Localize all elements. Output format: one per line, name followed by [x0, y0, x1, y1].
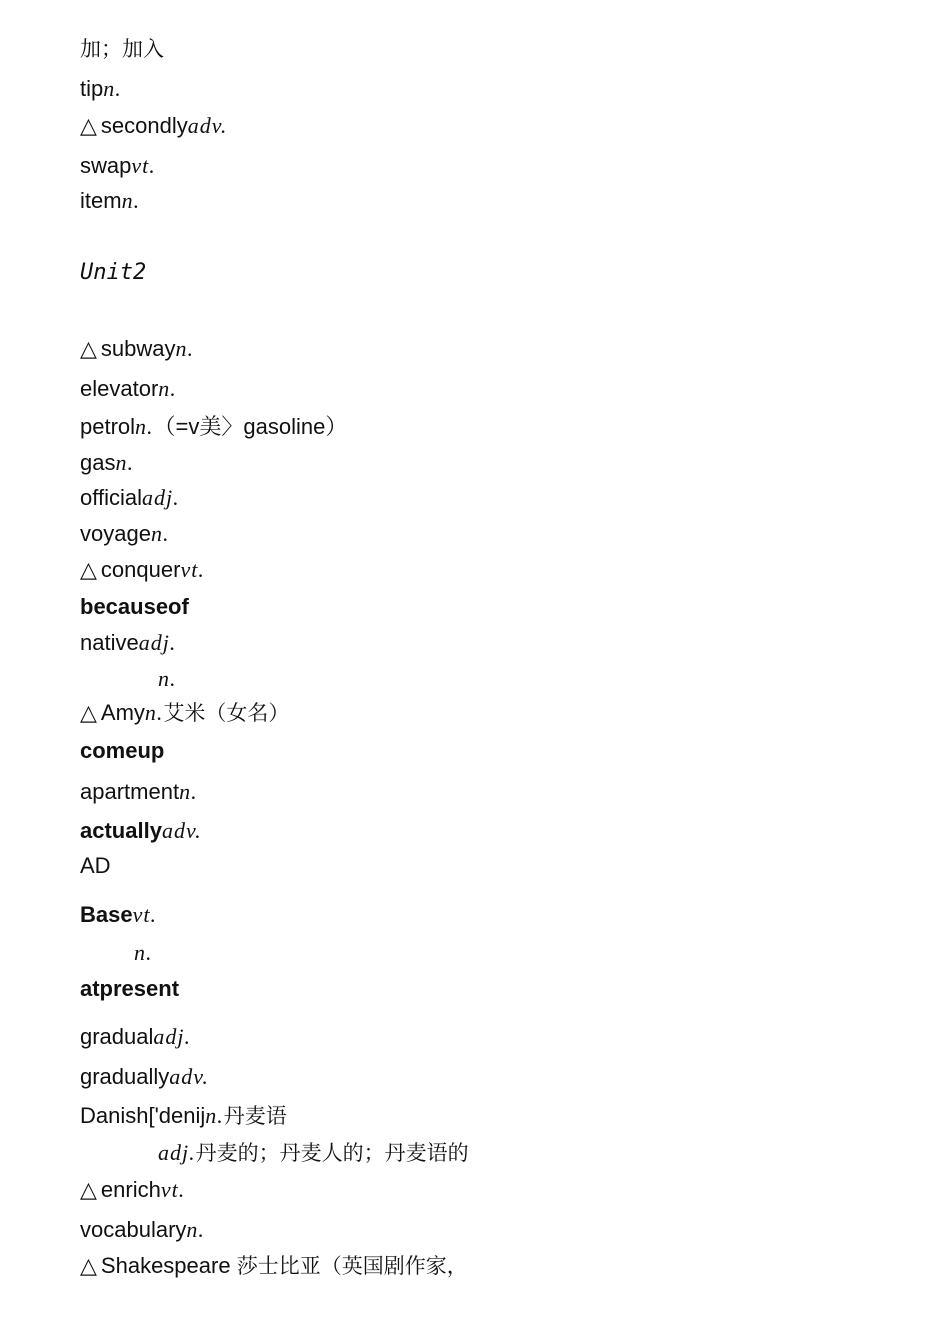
entry-line	[80, 485, 180, 511]
entry-line	[80, 976, 179, 1002]
part-of-speech: adj.	[153, 1024, 192, 1049]
vocab-word: Danish['denij	[80, 1103, 206, 1128]
part-of-speech: adj.	[138, 630, 177, 655]
vocab-word: gradually	[80, 1064, 170, 1089]
vocab-word: item	[80, 188, 122, 213]
vocab-word: subway	[100, 336, 176, 361]
part-of-speech: n.	[103, 76, 122, 101]
triangle-mark-icon: △	[80, 337, 97, 362]
part-of-speech: adv.	[169, 1064, 209, 1089]
part-of-speech: n.	[158, 666, 177, 691]
part-of-speech: adj.	[158, 1140, 196, 1165]
entry-line	[80, 521, 169, 547]
vocab-phrase: atpresent	[80, 976, 180, 1001]
entry-line	[80, 1177, 185, 1204]
part-of-speech: vt.	[132, 902, 157, 927]
entry-line	[80, 594, 189, 620]
triangle-mark-icon: △	[80, 1254, 97, 1279]
vocab-word: conquer	[100, 557, 181, 582]
chinese-definition: 艾米（女名）	[163, 701, 290, 725]
vocab-word: gas	[80, 450, 116, 475]
vocab-word: official	[80, 485, 142, 510]
entry-line	[80, 76, 122, 102]
entry-line	[158, 666, 177, 692]
unit-heading: Unit2	[80, 260, 147, 285]
vocab-word: secondly	[100, 113, 188, 138]
part-of-speech: vt.	[180, 557, 205, 582]
entry-line	[158, 1140, 469, 1166]
vocab-word: actually	[80, 818, 162, 843]
usage-note: （=v美〉gasoline）	[153, 414, 348, 439]
entry-line	[80, 414, 347, 440]
vocab-phrase: becauseof	[80, 594, 189, 619]
entry-line	[80, 113, 227, 140]
chinese-definition: 加；加入	[80, 37, 164, 61]
vocab-word: Amy	[100, 700, 145, 725]
entry-line	[80, 630, 176, 656]
chinese-definition: 莎士比亚（英国剧作家，	[236, 1254, 468, 1278]
entry-line	[80, 376, 177, 402]
entry-line	[80, 1253, 468, 1280]
triangle-mark-icon: △	[80, 114, 97, 139]
vocab-word: tip	[80, 76, 104, 101]
vocab-word: petrol	[80, 414, 136, 439]
entry-line	[80, 336, 194, 363]
vocab-word: elevator	[80, 376, 159, 401]
vocab-phrase: comeup	[80, 738, 165, 763]
vocab-word: voyage	[80, 521, 151, 546]
part-of-speech: vt.	[160, 1177, 186, 1202]
entry-line	[80, 153, 156, 179]
part-of-speech: n.	[134, 940, 153, 965]
entry-line	[80, 818, 202, 844]
part-of-speech: n.	[186, 1217, 205, 1242]
part-of-speech: adv.	[187, 113, 228, 138]
part-of-speech: n.	[144, 700, 164, 725]
part-of-speech: n.	[135, 414, 154, 439]
part-of-speech: n.	[150, 521, 170, 546]
vocab-word: enrich	[100, 1177, 161, 1202]
vocab-word: Shakespeare	[100, 1253, 231, 1278]
entry-line	[80, 738, 164, 764]
entry-line	[80, 700, 289, 727]
entry-line	[80, 450, 134, 476]
entry-line	[80, 779, 198, 805]
triangle-mark-icon: △	[80, 558, 97, 583]
triangle-mark-icon: △	[80, 701, 97, 726]
triangle-mark-icon: △	[80, 1178, 97, 1203]
vocab-word: apartment	[80, 779, 180, 804]
entry-line	[134, 940, 153, 966]
entry-line	[80, 188, 140, 214]
part-of-speech: adv.	[161, 818, 202, 843]
chinese-definition: 丹麦语	[223, 1104, 287, 1128]
vocab-word: native	[80, 630, 139, 655]
entry-line	[80, 1103, 287, 1129]
vocab-word: Base	[80, 902, 133, 927]
entry-line	[80, 1217, 205, 1243]
vocab-word: AD	[80, 853, 111, 878]
vocab-word: gradual	[80, 1024, 154, 1049]
part-of-speech: n.	[158, 376, 177, 401]
vocab-word: vocabulary	[80, 1217, 187, 1242]
entry-line	[80, 902, 157, 928]
entry-line	[80, 1024, 191, 1050]
vocab-word: swap	[80, 153, 132, 178]
chinese-definition: 丹麦的；丹麦人的；丹麦语的	[195, 1141, 469, 1165]
part-of-speech: vt.	[131, 153, 156, 178]
part-of-speech: n.	[115, 450, 134, 475]
part-of-speech: n.	[121, 188, 141, 213]
part-of-speech: adj.	[141, 485, 180, 510]
part-of-speech: n.	[175, 336, 195, 361]
part-of-speech: n.	[205, 1103, 224, 1128]
entry-line	[80, 557, 205, 584]
entry-line	[80, 36, 164, 62]
part-of-speech: n.	[179, 779, 198, 804]
entry-line	[80, 853, 111, 879]
entry-line	[80, 1064, 209, 1090]
